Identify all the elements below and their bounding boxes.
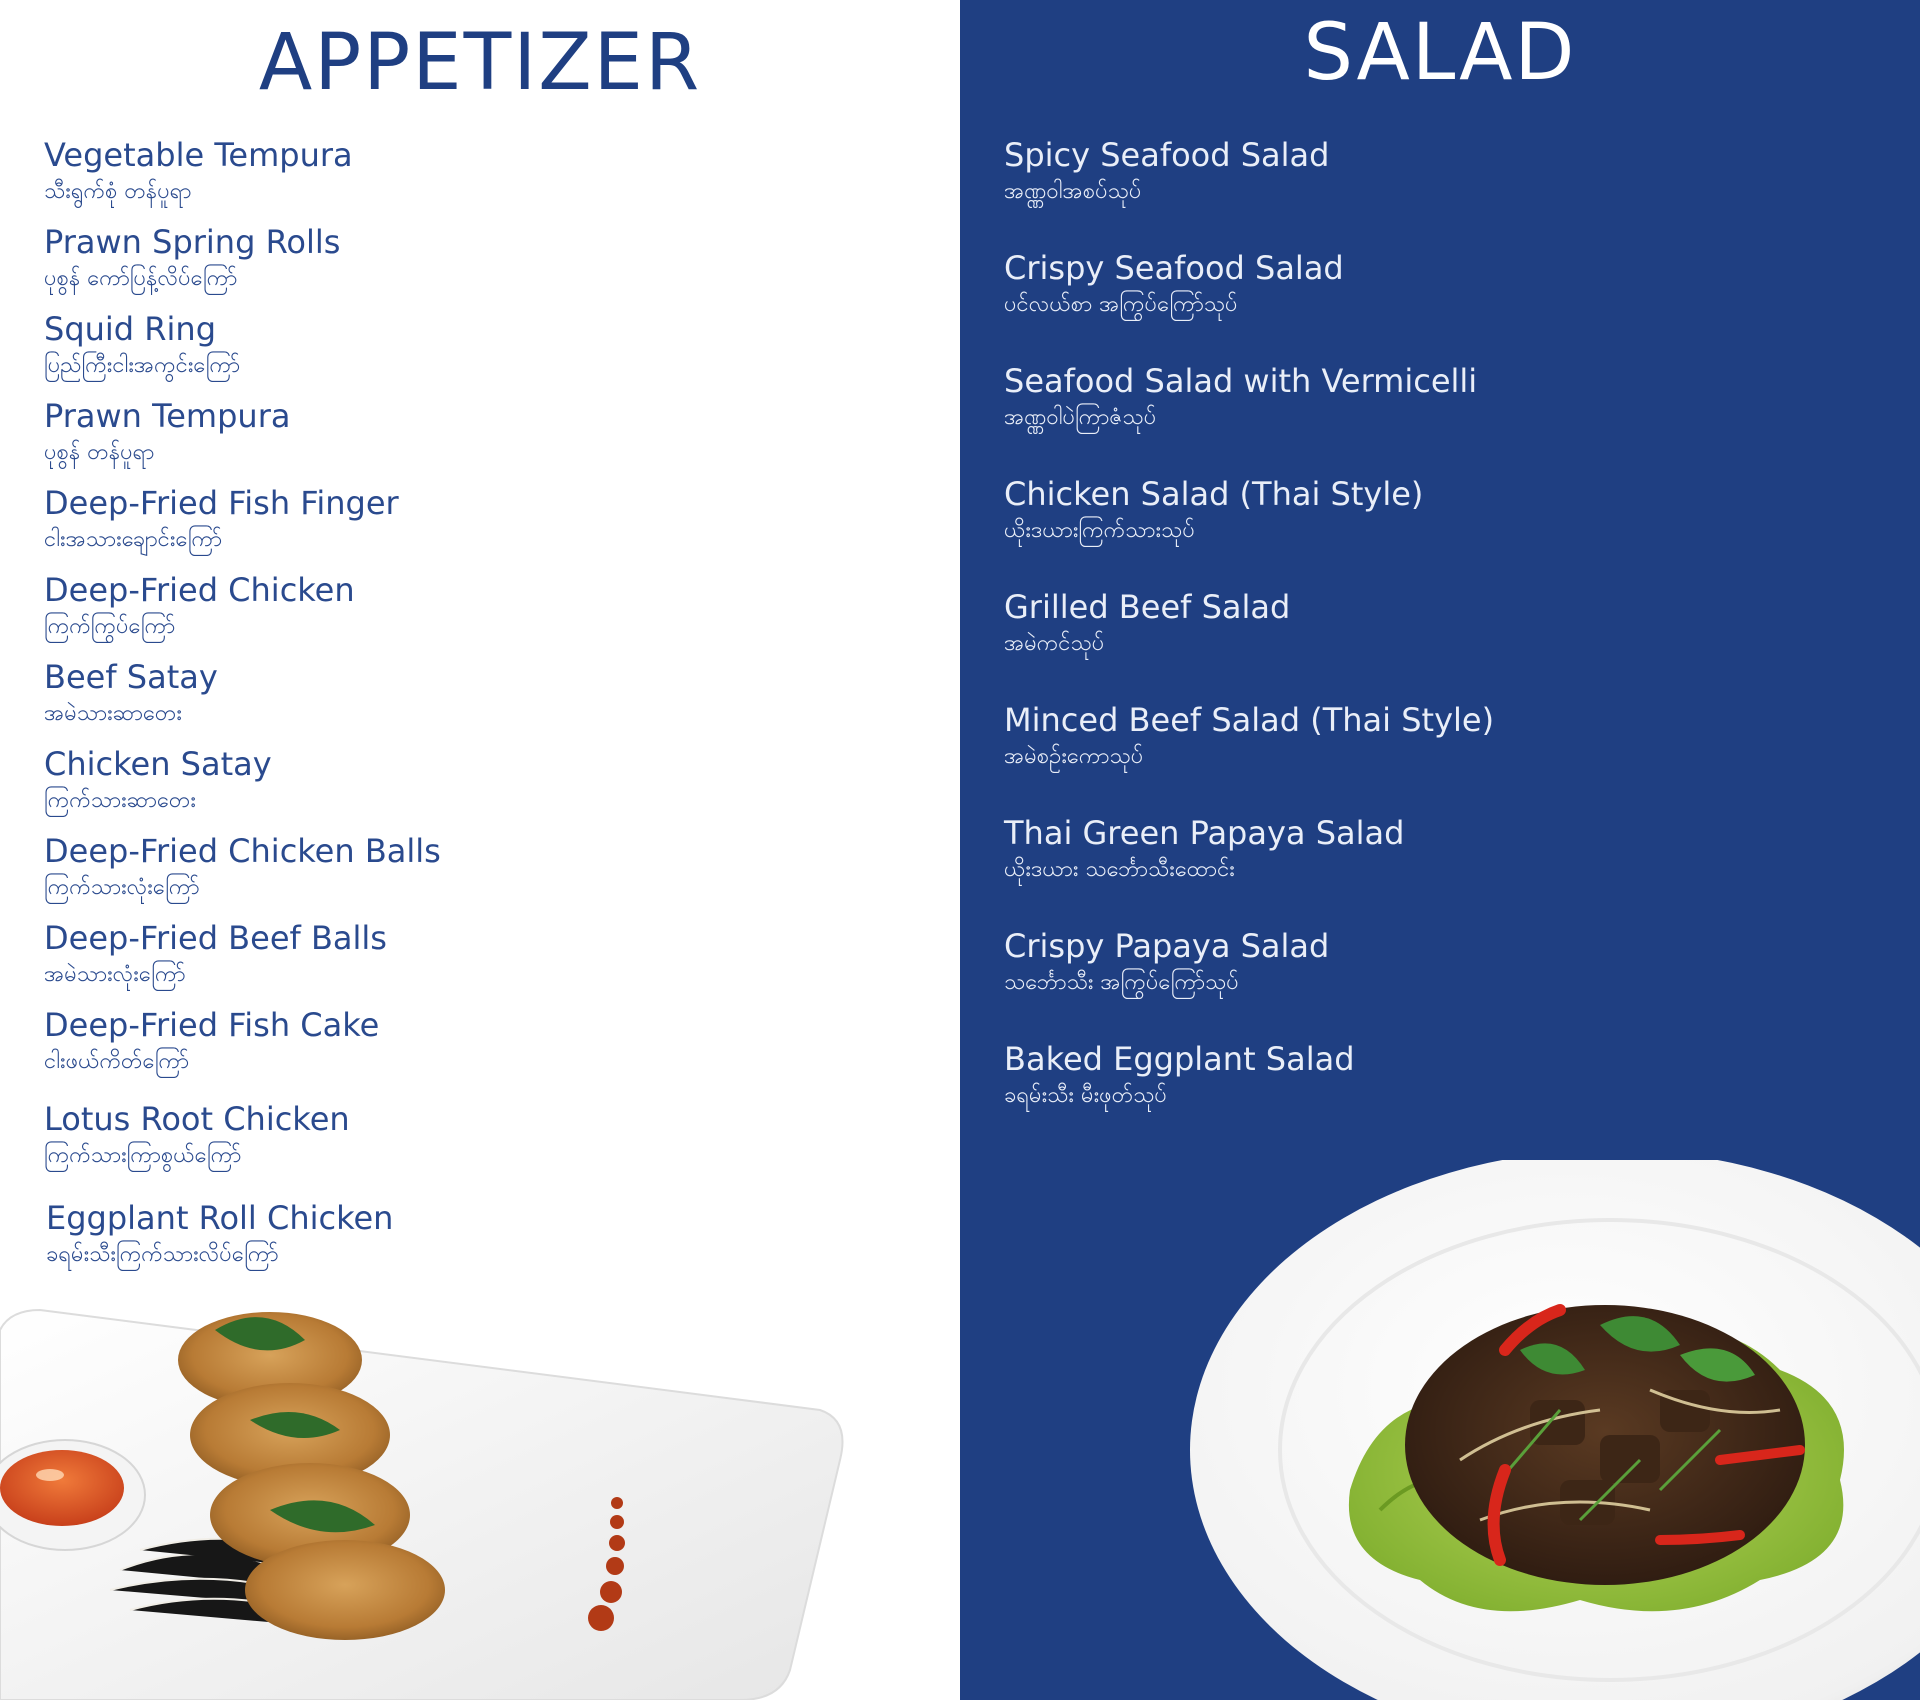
appetizer-item [44,222,340,294]
appetizer-item [44,135,353,207]
item-name: Crispy Papaya Salad [1004,927,1330,965]
item-name: Deep-Fried Fish Cake [44,1006,380,1044]
item-local-name: ခရမ်းသီး မီးဖုတ်သုပ် [1004,1083,1167,1108]
salad-item [1004,248,1344,320]
item-name: Deep-Fried Chicken Balls [44,832,441,870]
salad-item [1004,135,1329,207]
appetizer-item [44,1099,350,1171]
salad-title: SALAD [1303,8,1577,98]
salad-item [1004,587,1290,659]
salad-item [1004,1039,1355,1111]
salad-item [1004,474,1423,546]
salad-item [1004,361,1477,433]
appetizer-item [44,744,272,816]
item-local-name: ယိုးဒယား သင်္ဘောသီးထောင်း [1004,857,1235,882]
item-local-name: ငါးဖယ်ကိတ်ကြော် [44,1049,190,1074]
item-local-name: အမဲသားလုံးကြော် [44,962,186,987]
item-name: Thai Green Papaya Salad [1004,814,1405,852]
salad-item [1004,700,1494,772]
item-local-name: ကြက်သားလုံးကြော် [44,875,200,900]
item-name: Deep-Fried Fish Finger [44,484,399,522]
item-name: Spicy Seafood Salad [1004,136,1330,174]
item-local-name: အဏ္ဏဝါပဲကြာဇံသုပ် [1004,405,1157,430]
item-local-name: ယိုးဒယားကြက်သားသုပ် [1004,518,1195,543]
appetizer-item [44,657,218,729]
item-name: Grilled Beef Salad [1004,588,1291,626]
item-name: Deep-Fried Chicken [44,571,355,609]
appetizer-item [44,570,355,642]
beef-salad-photo [960,1160,1920,1700]
item-name: Deep-Fried Beef Balls [44,919,387,957]
item-name: Prawn Tempura [44,397,291,435]
appetizer-item [44,396,290,468]
item-local-name: ပြည်ကြီးငါးအကွင်းကြော် [44,353,241,378]
item-local-name: ငါးအသားချောင်းကြော် [44,527,223,552]
item-local-name: ခရမ်းသီးကြက်သားလိပ်ကြော် [46,1242,279,1267]
item-local-name: အဏ္ဏဝါအစပ်သုပ် [1004,179,1142,204]
item-local-name: ပုစွန် တန်ပူရာ [44,440,155,465]
item-local-name: ပုစွန် ကော်ပြန့်လိပ်ကြော် [44,266,238,291]
appetizer-item [44,483,399,555]
appetizer-item [44,831,441,903]
appetizer-title: APPETIZER [258,18,702,108]
item-name: Chicken Salad (Thai Style) [1004,475,1424,513]
appetizer-item [44,918,387,990]
item-name: Minced Beef Salad (Thai Style) [1004,701,1495,739]
item-name: Vegetable Tempura [44,136,353,174]
fried-chicken-photo [0,1270,960,1700]
appetizer-item [46,1198,393,1270]
item-local-name: သီးရွက်စုံ တန်ပူရာ [44,179,192,204]
item-name: Baked Eggplant Salad [1004,1040,1355,1078]
item-name: Chicken Satay [44,745,272,783]
item-name: Squid Ring [44,310,216,348]
salad-panel [960,0,1920,1700]
item-local-name: အမဲကင်သုပ် [1004,631,1105,656]
item-name: Beef Satay [44,658,218,696]
item-local-name: ကြက်သားဆာတေး [44,788,196,813]
item-local-name: ကြက်ကြွပ်ကြော် [44,614,176,639]
appetizer-item [44,309,240,381]
item-local-name: ပင်လယ်စာ အကြွပ်ကြော်သုပ် [1004,292,1238,317]
item-local-name: အမဲသားဆာတေး [44,701,182,726]
item-name: Eggplant Roll Chicken [46,1199,394,1237]
salad-item [1004,926,1329,998]
item-local-name: ကြက်သားကြာစွယ်ကြော် [44,1143,242,1168]
item-name: Prawn Spring Rolls [44,223,341,261]
item-local-name: အမဲစဉ်းကောသုပ် [1004,744,1144,769]
item-name: Crispy Seafood Salad [1004,249,1344,287]
item-name: Seafood Salad with Vermicelli [1004,362,1478,400]
salad-item [1004,813,1404,885]
appetizer-item [44,1005,379,1077]
item-name: Lotus Root Chicken [44,1100,350,1138]
item-local-name: သင်္ဘောသီး အကြွပ်ကြော်သုပ် [1004,970,1239,995]
